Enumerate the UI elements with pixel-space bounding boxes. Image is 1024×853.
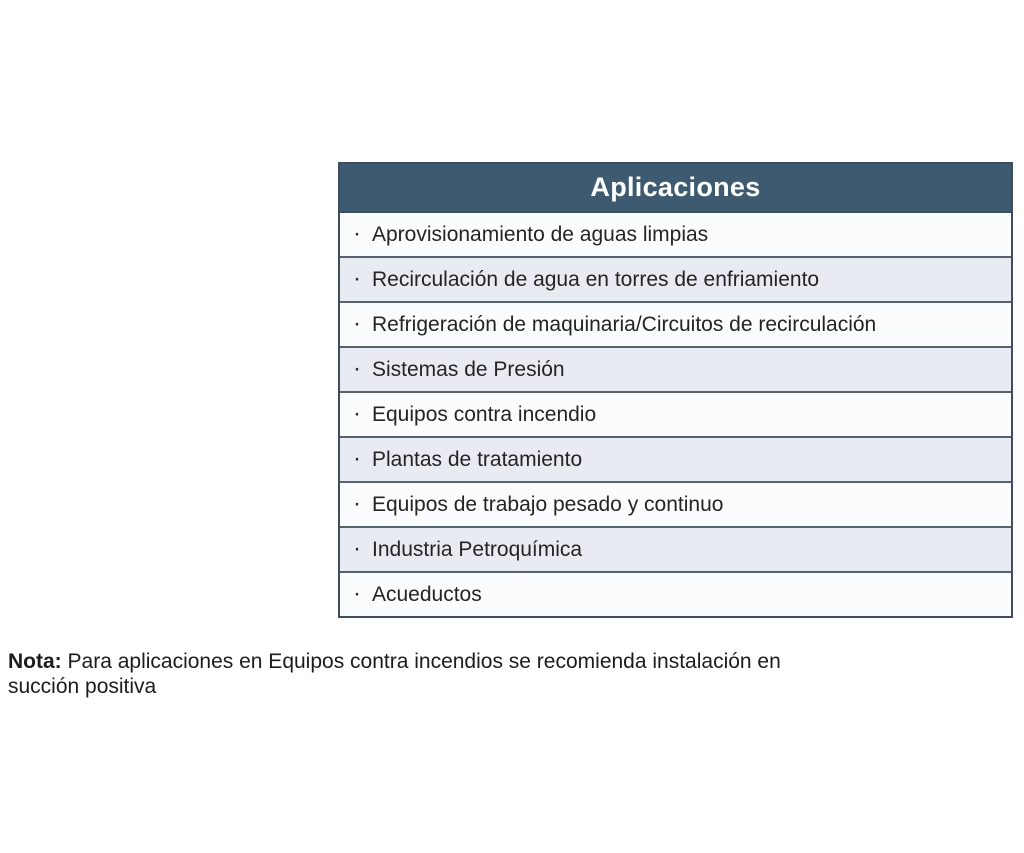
table-rows bbox=[340, 213, 1011, 616]
bullet-icon: · bbox=[353, 219, 361, 247]
table-row bbox=[340, 391, 1011, 436]
row-label: Refrigeración de maquinaria/Circuitos de recirculación bbox=[372, 312, 877, 336]
note bbox=[8, 649, 948, 699]
row-label: Recirculación de agua en torres de enfriamiento bbox=[372, 267, 820, 291]
bullet-icon: · bbox=[353, 354, 361, 382]
table-row bbox=[340, 213, 1011, 256]
table-row bbox=[340, 346, 1011, 391]
note-text-line1: Para aplicaciones en Equipos contra incendios se recomienda instalación en bbox=[67, 650, 781, 673]
row-label: Equipos de trabajo pesado y continuo bbox=[372, 492, 724, 516]
table-row bbox=[340, 301, 1011, 346]
row-label: Plantas de tratamiento bbox=[372, 447, 583, 471]
table-row bbox=[340, 526, 1011, 571]
row-label: Industria Petroquímica bbox=[372, 537, 583, 561]
row-label: Aprovisionamiento de aguas limpias bbox=[372, 222, 709, 246]
applications-table bbox=[338, 162, 1013, 618]
bullet-icon: · bbox=[353, 399, 361, 427]
bullet-icon: · bbox=[353, 579, 361, 607]
table-row bbox=[340, 481, 1011, 526]
table-title: Aplicaciones bbox=[590, 172, 761, 202]
bullet-icon: · bbox=[353, 264, 361, 292]
table-row bbox=[340, 256, 1011, 301]
table-row bbox=[340, 571, 1011, 616]
note-text-line2: succión positiva bbox=[8, 675, 157, 698]
bullet-icon: · bbox=[353, 309, 361, 337]
row-label: Acueductos bbox=[372, 582, 482, 606]
note-label: Nota: bbox=[8, 650, 62, 673]
table-header bbox=[340, 164, 1011, 213]
table-row bbox=[340, 436, 1011, 481]
bullet-icon: · bbox=[353, 489, 361, 517]
row-label: Sistemas de Presión bbox=[372, 357, 565, 381]
row-label: Equipos contra incendio bbox=[372, 402, 597, 426]
bullet-icon: · bbox=[353, 444, 361, 472]
bullet-icon: · bbox=[353, 534, 361, 562]
